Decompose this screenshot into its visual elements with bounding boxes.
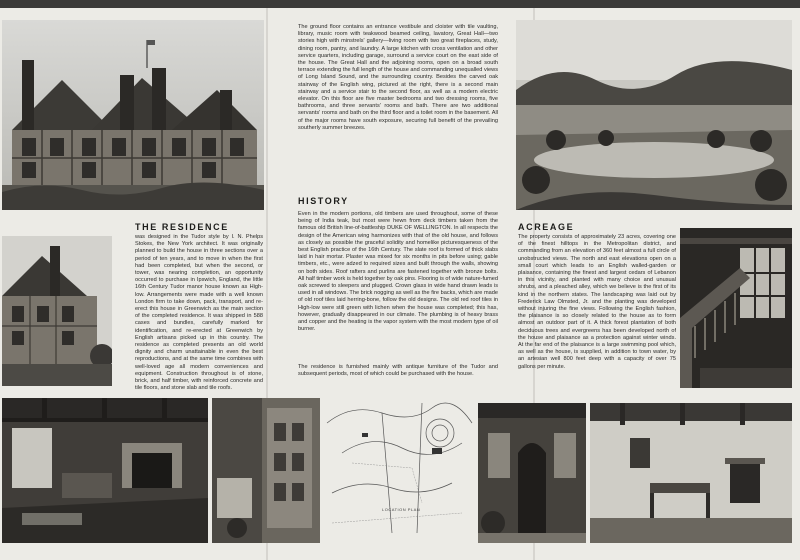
location-plan-label: LOCATION PLAN <box>382 507 421 512</box>
acreage-paragraph: The property consists of approximately 23 acres, covering one of the finest hilltops in the Metropolitan district, and commanding from an elevation of 360 feet almost a full circle of unobstructed views. The north and east elevations open on a small court which leads to an English walled-garden or plaisance, containing the finest and largest cedars of Lebanon in this vicinity, and planted with many choice and unusual shrubs, and a pleached alley, which we believe is the first of its kind in the northern states. The landscaping was laid out by Frederick Law Olmsted, Jr. and the planting was developed without injuring the fine views. Following the English fashion, the plaisance is so closely related to the house as to form almost an outdoor part of it. A thick forest plantation of both deciduous trees and evergreens has been developed north of the house and plaisance as a protection against winter winds. At the far end of the plaisance is a large swimming pool which, as well as the house, is supplied, in addition to town water, by an artesian well 800 feet deep with a capacity of over 75 gallons per minute. <box>518 234 676 370</box>
location-plan-map <box>322 393 474 543</box>
acreage-heading: ACREAGE <box>518 222 575 232</box>
house-gable-photo <box>2 236 112 386</box>
history-heading: HISTORY <box>298 196 349 206</box>
garden-plaisance-photo <box>516 20 792 210</box>
dining-room-photo <box>590 403 792 543</box>
residence-paragraph: was designed in the Tudor style by I. N. Phelps Stokes, the New York architect. It was originally planned to build the house in three sections over a period of ten years, and to move in when the first had been completed, but when the second, or tower, was nearing completion, an opportunity occurred to purchase in Ipswich, England, the little 16th Century Tudor manor house known as High-low. Arrangements were made with a well known London firm to take down, pack, transport, and re-erect this house in Greenwich as the main section of the completed residence. It was shipped in 588 cases and bundles, carefully marked for identification, and re-erected at Greenwich by English artisans picked up in this country. The residence as completed presents an old world dignity and charm unattainable in even the best reproductions, and at the same time combines with well-loved age all modern conveniences and equipment. Construction throughout is of stone, brick, and half timber, with reinforced concrete and tile floors, and stone slab and tile roofs. <box>135 234 263 392</box>
interior-paragraph: The ground floor contains an entrance vestibule and cloister with tile vaulting, library, music room with teakwood beamed ceiling, lavatory, Great Hall—two stories high with minstrels' gallery—living room with two great fireplaces, study, dining room, pantry, and laundry. A large kitchen with cross ventilation and other service quarters, including garage, surround a service court on the east side of the house. The Great Hall and the adjoining rooms, open on a broad south terrace extending the full length of the house and commanding unequalled views of Long Island Sound, and the surrounding country. Besides the carved oak stairway of the English wing, pictured at the right, there is a second main stairway and a service stair to the second floor, as well as a modern electric elevator. On this floor are five master bedrooms and two dressing rooms, five bathrooms, and three servants' rooms and bath. There are two additional servants' rooms and bath on the third floor and a toilet room in the basement. All of the major rooms have south exposure, securing full benefit of the prevailing southerly summer breezes. <box>298 24 498 131</box>
history-paragraph: Even in the modern portions, old timbers are used throughout, some of these being of India teak, but most were hewn from deck timbers taken from the famous old British line-of-battleship DUKE OF WELLINGTON. In all respects the design of the American wing harmonizes with that of the old house, and follows as closely as possible the graceful solidity and homelike picturesqueness of the best English practice of the 16th Century. The slate roof is formed of thick slabs laid in hair mortar. Plaster was mixed for six months in pits before using; gable timbers, etc., were adzed to required sizes and built through the walls, showing on both sides. Roof rafters and purlins are fastened together with bronze bolts. All half timber work is held together by oak pins. Flooring is of wide nature-fumed oak screwed to sleepers and plugged. Crown glass in wide hand drawn leads is used in all windows. The brick nogging as well as the fire backs, which are made of old roof tiles laid herring-bone, follow the old designs. The old red roof tiles in High-low were still green with lichen when the house was completed; this has, however, gradually disappeared in our climate. The plumbing is of heavy brass and copper and the heating is the vapor system with the most modern type of oil burner. <box>298 211 498 333</box>
house-exterior-photo <box>2 20 264 210</box>
history-furniture-paragraph: The residence is furnished mainly with antique furniture of the Tudor and subsequent periods, most of which could be purchased with the house. <box>298 364 498 378</box>
great-hall-photo <box>2 398 208 543</box>
brochure-sheet <box>0 8 800 560</box>
oak-stairway-photo <box>680 228 792 388</box>
entrance-door-photo <box>478 403 586 543</box>
residence-heading: THE RESIDENCE <box>135 222 229 232</box>
cloister-photo <box>212 398 320 543</box>
